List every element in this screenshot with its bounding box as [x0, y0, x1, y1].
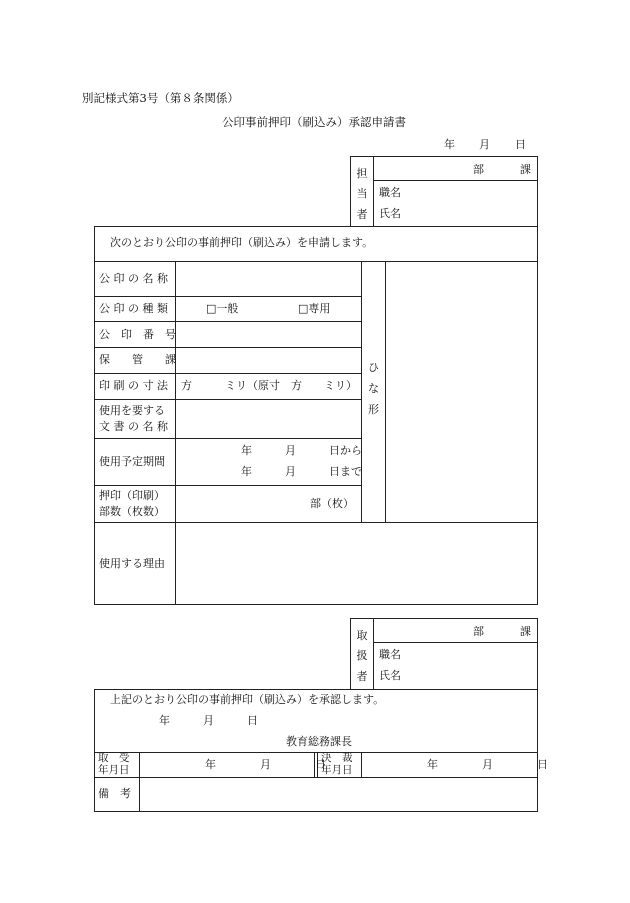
- approval-date: 年 月 日: [159, 714, 258, 727]
- seal-type-special[interactable]: □専用: [298, 302, 331, 315]
- tanto-shokumei: 職名: [379, 186, 401, 199]
- usage-period-label: 使用予定期間: [99, 455, 165, 468]
- hinagata-label: ひ な 形: [368, 361, 379, 416]
- kessai-label-1: 決 裁: [321, 752, 353, 764]
- tanto-ka: 課: [520, 163, 531, 176]
- print-count-value: 部（枚）: [310, 497, 354, 510]
- print-size-value: 方 ミリ（原寸 方 ミリ）: [181, 379, 357, 392]
- toriatsukai-ka: 課: [520, 625, 531, 638]
- toriatsukai-shokumei: 職名: [379, 648, 401, 661]
- storage-dept-label: 保 管 課: [99, 353, 176, 366]
- approval-text: 上記のとおり公印の事前押印（刷込み）を承認します。: [110, 693, 385, 706]
- print-count-label-2: 部数（枚数）: [99, 505, 165, 518]
- tanto-bu: 部: [473, 163, 484, 176]
- kessai-date: 年 月 日: [427, 758, 548, 771]
- tanto-shimei: 氏名: [379, 207, 401, 220]
- request-intro: 次のとおり公印の事前押印（刷込み）を申請します。: [110, 236, 374, 249]
- kessai-label-2: 年月日: [321, 764, 353, 776]
- approval-box: [94, 689, 538, 812]
- usage-period-from: 年 月 日から: [241, 444, 362, 457]
- biko-label: 備 考: [98, 787, 131, 800]
- juju-label-2: 年月日: [98, 764, 130, 776]
- usage-reason-label: 使用する理由: [99, 557, 165, 570]
- juju-date: 年 月 日: [205, 758, 326, 771]
- document-title: 公印事前押印（刷込み）承認申請書: [222, 115, 406, 129]
- usage-period-to: 年 月 日まで: [241, 465, 362, 478]
- header-date-month: 月: [479, 138, 490, 151]
- tanto-label: 担 当 者: [356, 167, 368, 221]
- toriatsukai-bu: 部: [473, 625, 484, 638]
- seal-name-label: 公 印 の 名 称: [99, 272, 168, 285]
- form-reference: 別記様式第3号（第８条関係）: [82, 91, 239, 105]
- header-date-year: 年: [444, 138, 455, 151]
- seal-type-label: 公 印 の 種 類: [99, 302, 168, 315]
- print-size-label: 印 刷 の 寸 法: [99, 379, 168, 392]
- print-count-label-1: 押印（印刷）: [99, 489, 165, 502]
- toriatsukai-shimei: 氏名: [379, 669, 401, 682]
- seal-number-label: 公 印 番 号: [99, 328, 176, 341]
- seal-type-general[interactable]: □一般: [206, 302, 239, 315]
- toriatsukai-label: 取 扱 者: [356, 629, 368, 683]
- document-name-label-1: 使用を要する: [99, 404, 165, 417]
- juju-label-1: 取 受: [98, 752, 130, 764]
- approver-title: 教育総務課長: [286, 735, 352, 748]
- document-name-label-2: 文 書 の 名 称: [99, 420, 168, 433]
- header-date-day: 日: [515, 138, 526, 151]
